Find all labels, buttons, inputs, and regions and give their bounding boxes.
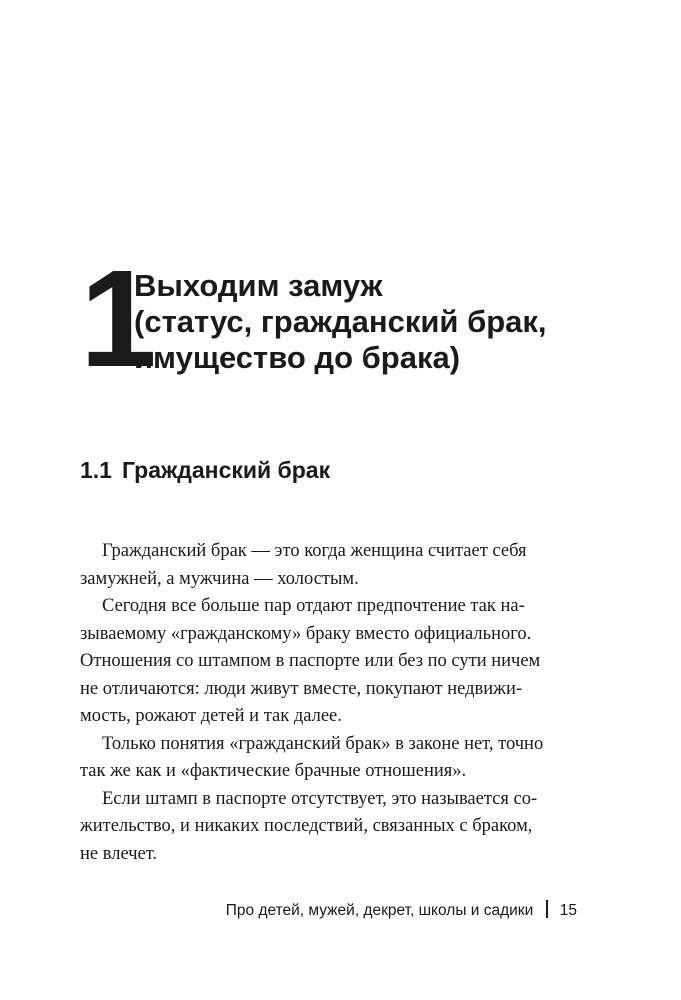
paragraph-line: так же как и «фактические брачные отношения». (80, 761, 467, 781)
paragraph-line: мость, рожают детей и так далее. (80, 706, 342, 726)
chapter-title (134, 268, 614, 376)
paragraph-line: Сегодня все больше пар отдают предпочтение так на- (102, 596, 525, 616)
page-footer (226, 900, 577, 922)
chapter-title-line: имущество до брака) (134, 340, 461, 375)
section-title: Гражданский брак (121, 457, 331, 483)
page-number: 15 (559, 902, 577, 919)
paragraph-line: жительство, и никаких последствий, связанных с браком, (80, 816, 533, 836)
footer-separator (546, 900, 548, 918)
paragraph-line: Гражданский брак — это когда женщина считает себя (102, 541, 527, 561)
paragraph-line: замужней, а мужчина — холостым. (80, 568, 359, 589)
chapter-title-line: Выходим замуж (134, 268, 383, 303)
body-text (80, 538, 600, 868)
paragraph-line: не влечет. (80, 843, 158, 864)
chapter-title-line: (статус, гражданский брак, (134, 304, 547, 339)
paragraph-line: Только понятия «гражданский брак» в законе нет, точно (102, 733, 544, 754)
paragraph-line: зываемому «гражданскому» браку вместо официального. (80, 623, 532, 644)
chapter-number: 1 (80, 242, 153, 396)
section-number: 1.1 (80, 457, 112, 483)
paragraph-line: Отношения со штампом в паспорте или без по сути ничем (80, 651, 541, 671)
section-heading (80, 455, 330, 485)
paragraph-line: не отличаются: люди живут вместе, покупают недвижи- (80, 678, 523, 699)
running-title: Про детей, мужей, декрет, школы и садики (225, 902, 534, 919)
paragraph-line: Если штамп в паспорте отсутствует, это называется со- (102, 788, 538, 809)
